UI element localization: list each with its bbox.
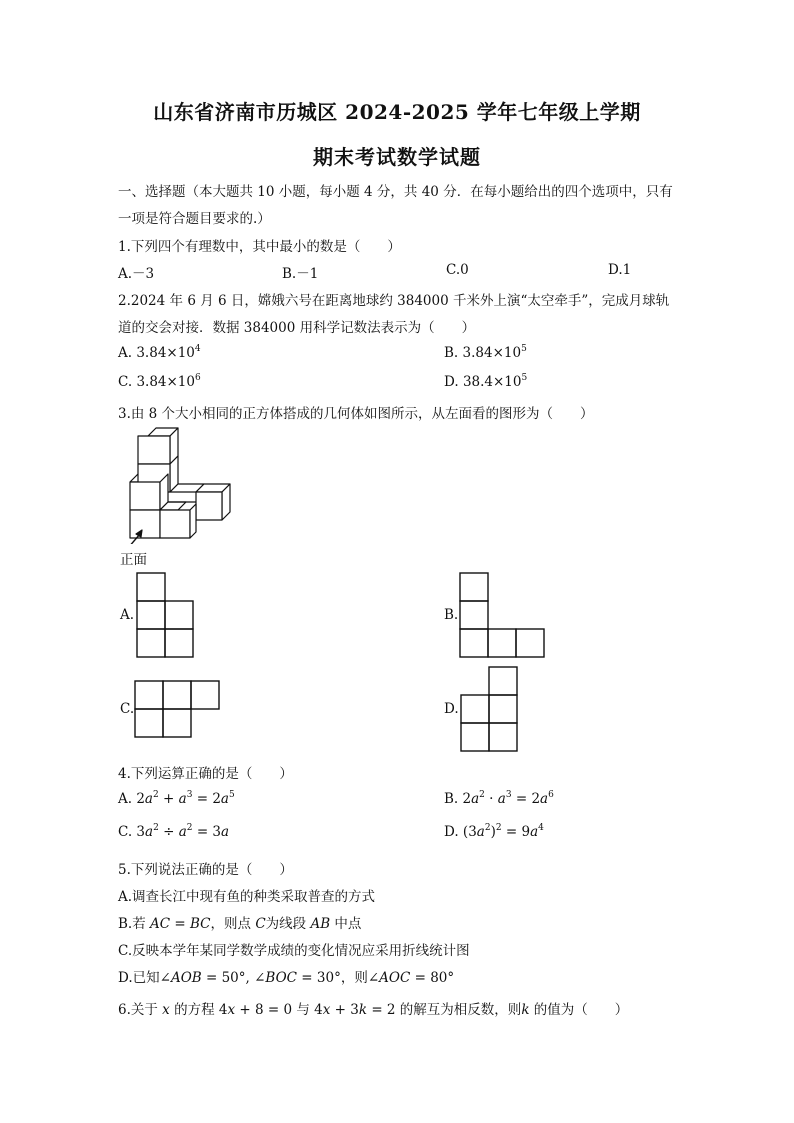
exam-title-line2: 期末考试数学试题 [313,145,481,169]
q2-option-b: B. $3.84\times 10^5$ [444,344,527,361]
section-instructions-line1: 一、选择题（本大题共 10 小题，每小题 4 分，共 40 分．在每小题给出的四个选项中，只有 [118,184,673,200]
q1-stem: 1.下列四个有理数中，其中最小的数是（ ） [118,239,401,255]
q1-option-d: D.1 [608,262,632,278]
front-view-label: 正面 [120,552,147,568]
q3-option-b-label: B. [444,607,459,623]
q3-option-b-figure[interactable] [459,572,547,658]
q3-option-d-figure[interactable] [460,666,520,752]
q3-option-a-figure[interactable] [136,572,196,658]
q4-option-c: C. $3a^2 \div a^2 = 3a$ [118,823,230,840]
q5-option-d: D.已知∠AOB = 50°, ∠BOC = 30°，则∠AOC = 80° [118,970,455,986]
q5-stem: 5.下列说法正确的是（ ） [118,862,293,878]
q4-option-b: B. $2a^2 \cdot a^3 = 2a^6$ [444,790,554,807]
section-instructions-line2: 一项是符合题目要求的.） [118,211,271,227]
q2-stem-line2: 道的交会对接．数据 384000 用科学记数法表示为（ ） [118,320,476,336]
exam-title-line1: 山东省济南市历城区 2024-2025 学年七年级上学期 [153,100,641,124]
q1-option-a: A.－3 [118,266,155,282]
q1-option-c: C.0 [446,262,469,278]
q6-stem: 6.关于 x 的方程 4x + 8 = 0 与 4x + 3k = 2 的解互为相反数，则k 的值为（ ） [118,1002,629,1018]
q5-option-a: A.调查长江中现有鱼的种类采取普查的方式 [118,889,376,905]
q5-option-c: C.反映本学年某同学数学成绩的变化情况应采用折线统计图 [118,943,470,959]
q2-stem-line1: 2.2024 年 6 月 6 日，嫦娥六号在距离地球约 384000 千米外上演“太空牵手”，完成月球轨 [118,293,670,309]
q3-option-c-figure[interactable] [134,680,222,738]
q5-option-b: B.若 AC = BC，则点 C为线段 AB 中点 [118,916,362,932]
q3-stem: 3.由 8 个大小相同的正方体搭成的几何体如图所示，从左面看的图形为（ ） [118,406,594,422]
cube-stack-figure [120,424,240,544]
q3-option-c-label: C. [120,701,135,717]
q2-option-c: C. $3.84\times 10^6$ [118,373,201,390]
q2-option-d: D. $38.4\times 10^5$ [444,373,528,390]
q3-option-a-label: A. [120,607,135,623]
q4-option-d: D. $(3a^2)^2 = 9a^4$ [444,823,544,840]
q1-option-b: B.－1 [282,266,319,282]
q4-option-a: A. $2a^2 + a^3 = 2a^5$ [118,790,235,807]
q4-stem: 4.下列运算正确的是（ ） [118,766,293,782]
q2-option-a: A. $3.84\times 10^4$ [118,344,201,361]
q3-option-d-label: D. [444,701,459,717]
